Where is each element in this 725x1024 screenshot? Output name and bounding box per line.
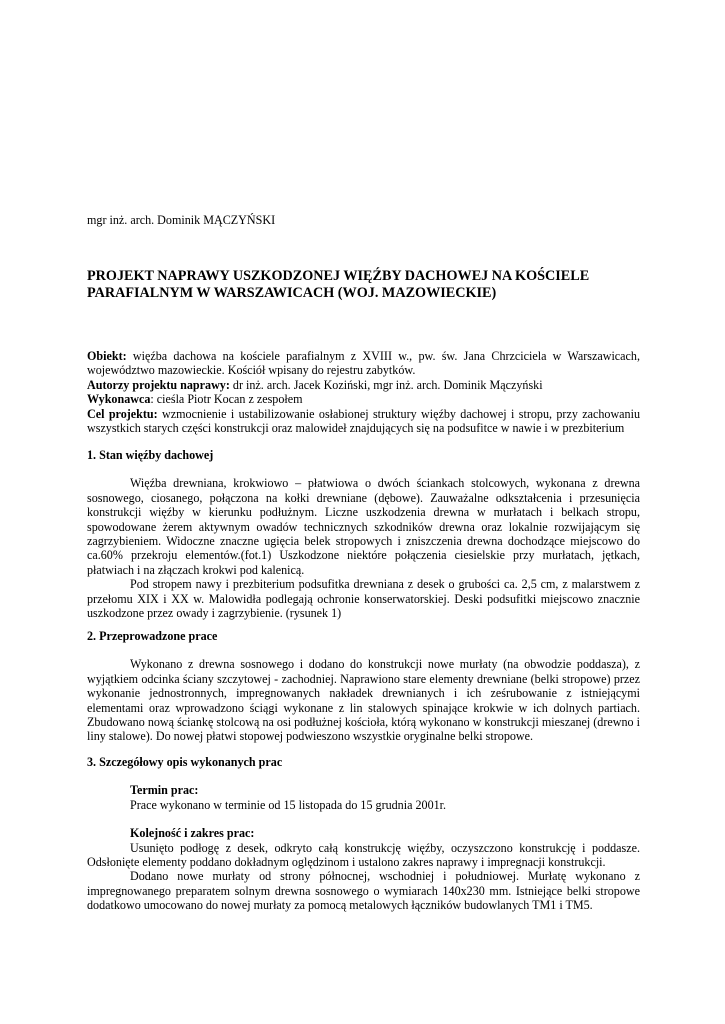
wykonawca-line — [87, 392, 640, 406]
project-metadata — [87, 349, 640, 435]
section-2-paragraph-1: Wykonano z drewna sosnowego i dodano do konstrukcji nowe murłaty (na obwodzie poddasza), z wyjątkiem odcinka ściany szczytowej - zachodniej. Naprawiono stare elementy drewniane (belki stropowe) przez wykonanie jednostronnych, impregnowanych nakładek drewnianych i ich ześrubowanie z istniejącymi elementami oraz wprowadzono ściągi wykonane z lin stalowych spinające krokwie w ich dolnych partiach. Zbudowano nową ściankę stolcową na osi podłużnej kościoła, którą wykonano w konstrukcji mieszanej (drewno i liny stalowe). Do nowej płatwi stopowej podwieszono wszystkie oryginalne belki stropowe. — [87, 657, 640, 744]
termin-text: Prace wykonano w terminie od 15 listopada do 15 grudnia 2001r. — [130, 797, 447, 812]
author-line: mgr inż. arch. Dominik MĄCZYŃSKI — [87, 213, 276, 227]
section-2-heading: 2. Przeprowadzone prace — [87, 629, 218, 643]
section-3 — [87, 755, 640, 913]
wykonawca-text: : cieśla Piotr Kocan z zespołem — [150, 392, 303, 407]
section-1-paragraph-2: Pod stropem nawy i prezbiterium podsufitka drewniana z desek o grubości ca. 2,5 cm, z malarstwem z przełomu XIX i XX w. Malowidła podlegają ochronie konserwatorskiej. Deski podsufitki miejscowo znacznie uszkodzone przez owady i zagrzybienie. (rysunek 1) — [87, 577, 640, 621]
section-1-heading: 1. Stan więźby dachowej — [87, 448, 214, 462]
document-title: PROJEKT NAPRAWY USZKODZONEJ WIĘŹBY DACHOWEJ NA KOŚCIELE PARAFIALNYM W WARSZAWICACH (WOJ. MAZOWIECKIE) — [87, 268, 590, 301]
autorzy-label: Autorzy projektu naprawy: — [87, 377, 230, 392]
obiekt-label: Obiekt: — [87, 349, 127, 363]
section-1 — [87, 448, 640, 620]
kolejnosc-heading: Kolejność i zakres prac: — [130, 826, 255, 841]
cel-text: wzmocnienie i ustabilizowanie osłabionej struktury więźby dachowej i stropu, przy zachowaniu wszystkich starych części konstrukcji oraz malowideł znajdujących się na podsufitce w nawie i w prezbiterium — [87, 406, 640, 436]
wykonawca-label: Wykonawca — [87, 392, 151, 407]
section-2 — [87, 629, 640, 744]
section-1-paragraph-1: Więźba drewniana, krokwiowo – płatwiowa o dwóch ściankach stolcowych, wykonana z drewna sosnowego, ciosanego, połączona na kołki drewniane (dębowe). Zauważalne odkształcenia i przesunięcia konstrukcji więźby w kierunku podłużnym. Liczne uszkodzenia drewna w murłatach i belkach stropu, spowodowane żerem aktywnym owadów technicznych szkodników drewna oraz lokalnie rozwijającym się zagrzybieniem. Widoczne znaczne ugięcia belek stropowych i zniszczenia drewna dochodzące miejscowo do ca.60% przekroju elementów.(fot.1) Uszkodzone niektóre połączenia ciesielskie przy murłatach, jętkach, płatwiach i na złączach krokwi pod kalenicą. — [87, 476, 640, 577]
cel-label: Cel projektu: — [87, 406, 158, 421]
termin-heading: Termin prac: — [130, 783, 199, 798]
cel-line — [87, 407, 640, 436]
section-3-paragraph-1: Usunięto podłogę z desek, odkryto całą konstrukcję więźby, oczyszczono konstrukcję i poddasze. Odsłonięte elementy poddano dokładnym oględzinom i ustalono zakres naprawy i impregnacji konstrukcji. — [87, 840, 640, 870]
autorzy-text: dr inż. arch. Jacek Koziński, mgr inż. arch. Dominik Mączyński — [229, 377, 543, 392]
obiekt-line — [87, 349, 640, 378]
autorzy-line — [87, 378, 640, 392]
section-3-paragraph-2: Dodano nowe murłaty od strony północnej, wschodniej i południowej. Murłatę wykonano z impregnowanego preparatem solnym drewna sosnowego o wymiarach 140x230 mm. Istniejące belki stropowe dodatkowo umocowano do nowej murłaty za pomocą metalowych łączników budowlanych TM1 i TM5. — [87, 869, 640, 913]
section-3-heading: 3. Szczegółowy opis wykonanych prac — [87, 755, 283, 769]
obiekt-text: więźba dachowa na kościele parafialnym z XVIII w., pw. św. Jana Chrzciciela w Warszawicach, województwo mazowieckie. Kościół wpisany do rejestru zabytków. — [87, 349, 640, 378]
